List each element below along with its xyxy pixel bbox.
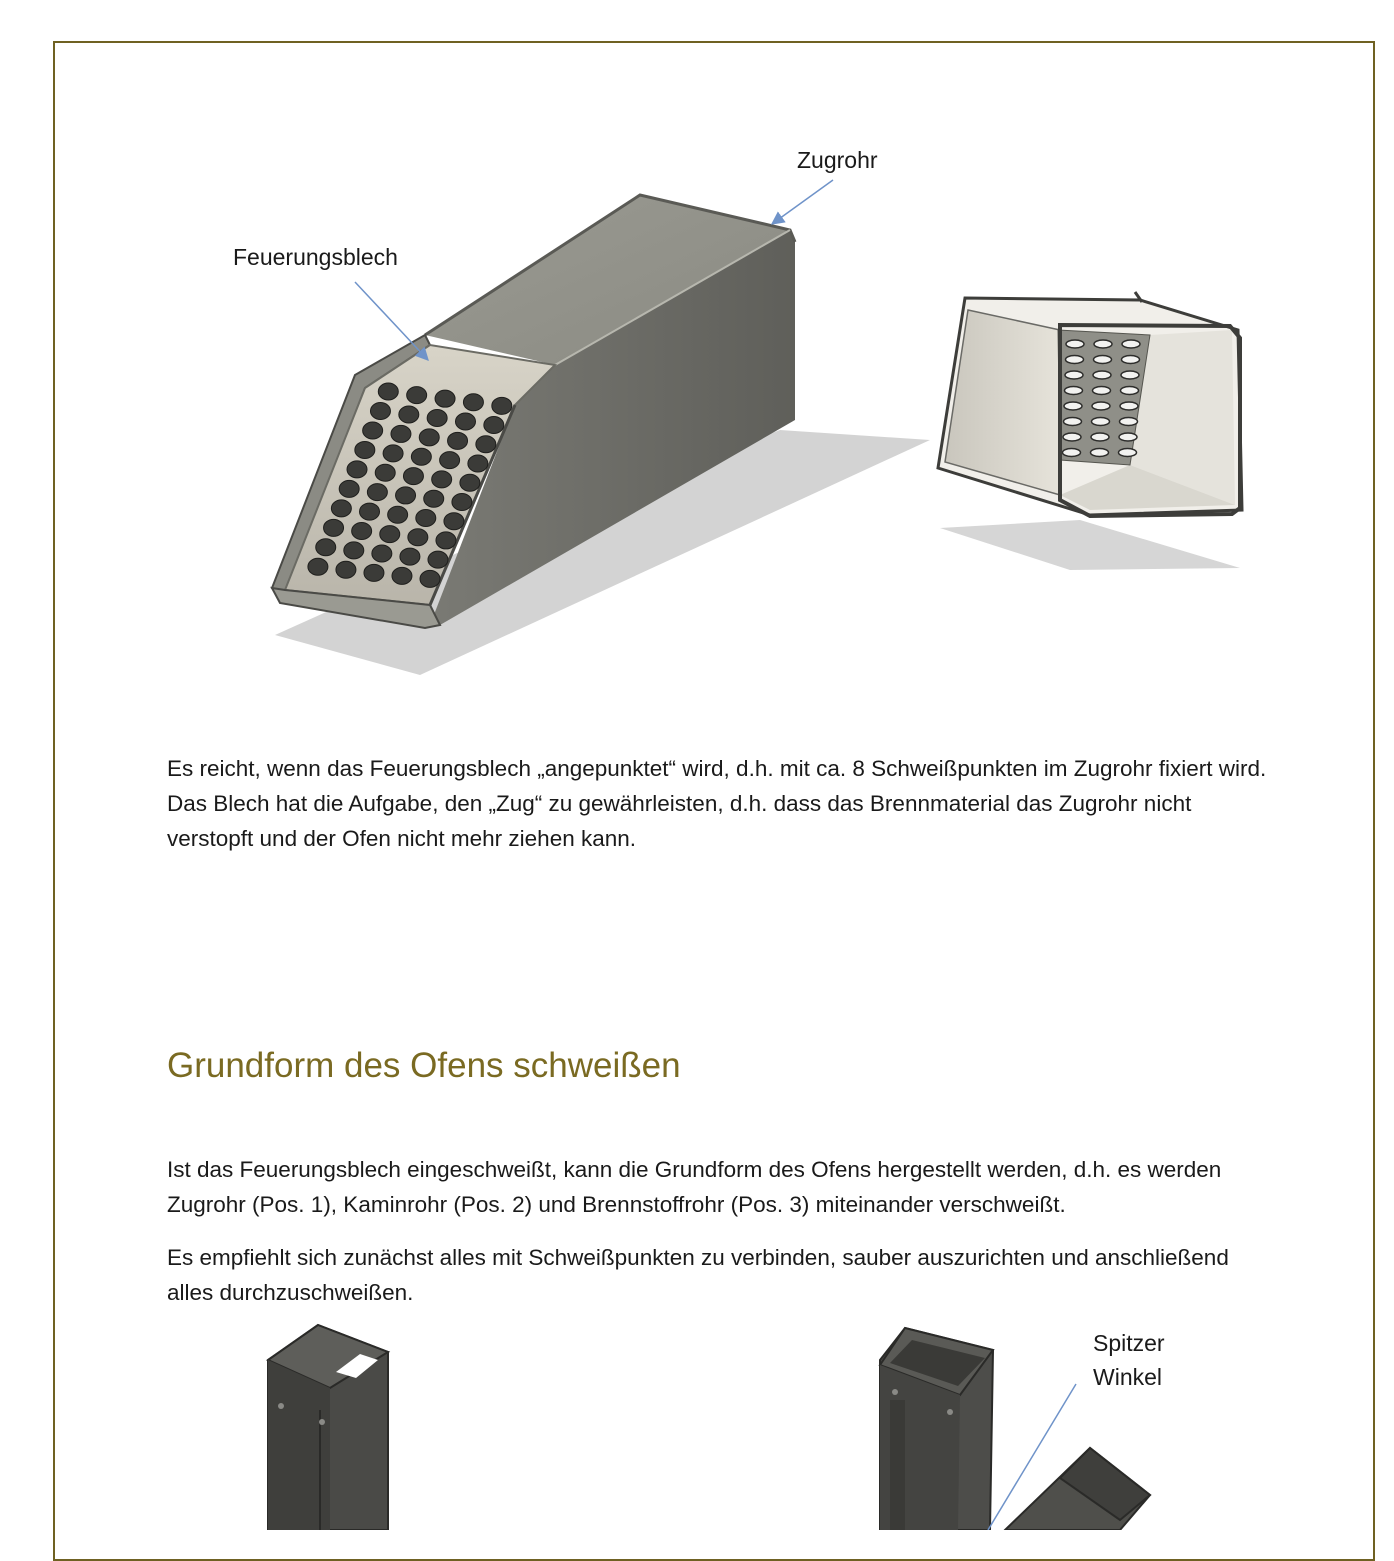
plate-hole-small [1119,433,1137,441]
plate-hole [420,570,440,587]
plate-hole-small [1121,387,1139,395]
label-spitzer-winkel-2: Winkel [1093,1364,1163,1390]
plate-hole [419,429,439,446]
plate-hole [400,548,420,565]
plate-hole [367,484,387,501]
plate-hole [399,406,419,423]
paragraph-grundform: Ist das Feuerungsblech eingeschweißt, kann die Grundform des Ofens hergestellt werden, d.h. es werden Zugrohr (Pos. 1), Kaminrohr (Pos. 2) und Brennstoffrohr (Pos. 3) miteinander verschweißt. [167,1157,1222,1217]
figure-grundform-render [0,1320,1394,1530]
plate-hole [316,539,336,556]
plate-hole-small [1064,402,1082,410]
plate-hole [452,493,472,510]
plate-hole-small [1066,356,1084,364]
plate-hole-small [1063,433,1081,441]
plate-hole [360,503,380,520]
plate-hole [460,474,480,491]
plate-hole [388,506,408,523]
plate-hole [347,461,367,478]
plate-hole-small [1065,371,1083,379]
plate-hole [428,551,448,568]
plate-hole-small [1122,356,1140,364]
paragraph-feuerungsblech: Es reicht, wenn das Feuerungsblech „angepunktet“ wird, d.h. mit ca. 8 Schweißpunkten im Zugrohr fixiert wird. Das Blech hat die Aufgabe, den „Zug“ zu gewährleisten, d.h. dass das Brennmaterial das Zugrohr nicht verstopft und der Ofen nicht mehr ziehen kann. [167,756,1267,851]
plate-hole-small [1121,371,1139,379]
plate-hole [375,464,395,481]
plate-hole-small [1092,402,1110,410]
plate-hole [308,558,328,575]
plate-hole [436,532,456,549]
plate-hole [468,455,488,472]
section-heading: Grundform des Ofens schweißen [167,1046,681,1085]
plate-hole [424,490,444,507]
plate-hole-small [1120,418,1138,426]
plate-hole-small [1063,449,1081,457]
plate-hole [363,422,383,439]
plate-hole [392,567,412,584]
plate-hole [344,542,364,559]
plate-hole [455,413,475,430]
plate-hole-small [1119,449,1137,457]
plate-hole [324,519,344,536]
plate-hole-small [1066,340,1084,348]
plate-hole [403,468,423,485]
plate-hole [427,410,447,427]
plate-hole-small [1091,433,1109,441]
plate-hole [364,564,384,581]
plate-hole [484,417,504,434]
plate-hole [448,432,468,449]
plate-hole [370,403,390,420]
plate-hole [432,471,452,488]
plate-hole-small [1091,449,1109,457]
plate-hole [331,500,351,517]
plate-hole [444,513,464,530]
plate-hole [336,561,356,578]
plate-hole [339,480,359,497]
label-zugrohr: Zugrohr [797,147,878,173]
plate-hole [391,425,411,442]
plate-hole [492,397,512,414]
plate-hole [440,452,460,469]
plate-hole [463,394,483,411]
plate-hole-small [1122,340,1140,348]
plate-hole [408,529,428,546]
plate-hole [476,436,496,453]
plate-hole-small [1093,371,1111,379]
plate-hole [352,522,372,539]
plate-hole-small [1094,340,1112,348]
plate-hole-small [1092,418,1110,426]
plate-hole [378,383,398,400]
plate-hole-small [1094,356,1112,364]
plate-hole [435,390,455,407]
plate-hole [380,526,400,543]
plate-hole [372,545,392,562]
plate-hole [396,487,416,504]
plate-hole-small [1064,418,1082,426]
shadow-small [940,520,1240,570]
plate-hole [355,441,375,458]
plate-hole [411,448,431,465]
label-feuerungsblech: Feuerungsblech [233,244,398,270]
plate-hole-small [1093,387,1111,395]
plate-hole [416,509,436,526]
plate-hole-small [1120,402,1138,410]
figure-zugrohr-render [0,0,1394,700]
plate-hole [407,387,427,404]
plate-hole-small [1065,387,1083,395]
plate-hole [383,445,403,462]
label-spitzer-winkel-1: Spitzer [1093,1330,1165,1356]
paragraph-schweisspunkte: Es empfiehlt sich zunächst alles mit Schweißpunkten zu verbinden, sauber auszurichten und anschließend alles durchzuschweißen. [167,1245,1229,1305]
